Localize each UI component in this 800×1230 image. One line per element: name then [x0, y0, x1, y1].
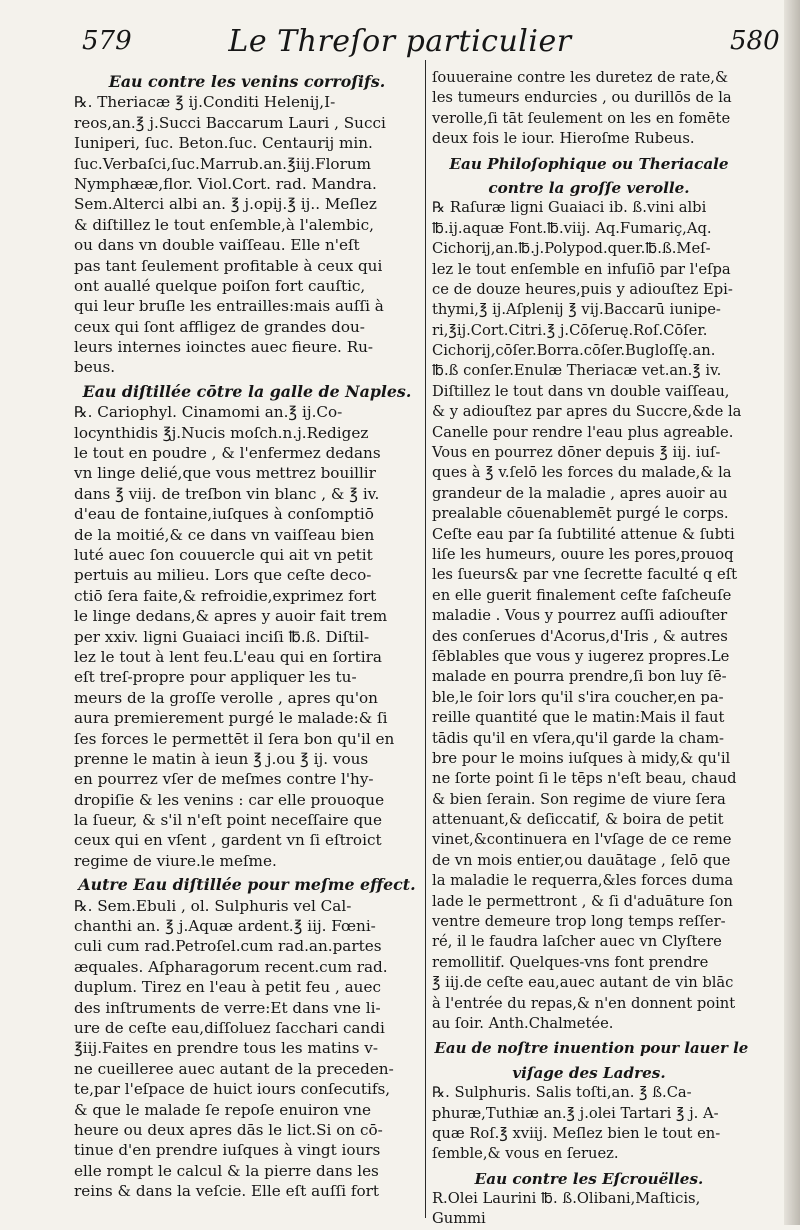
text-line: Canelle pour rendre l'eau plus agreable. — [432, 423, 734, 441]
text-line: la maladie le requerra,&les forces duma — [432, 872, 734, 890]
text-line: ceux qui en vſent , gardent vn ſi eſtroict — [74, 831, 382, 850]
text-line: & que le malade ſe repoſe enuiron vne — [74, 1100, 372, 1119]
text-line: ce de douze heures,puis y adiouſtez Epi- — [432, 280, 733, 298]
text-line: le tout en poudre , & l'enfermez dedans — [74, 444, 381, 463]
text-line: d'eau de fontaine,iuſques à conſomptiō — [74, 505, 374, 524]
book-binding-shadow — [784, 0, 800, 1225]
section-heading: Eau de noſtre inuention pour lauer le — [434, 1039, 749, 1058]
text-line: thymi,℥ ij.Aſplenij ℥ vij.Baccarū iunipe- — [432, 301, 721, 319]
text-line: ont auallé quelque poiſon fort cauſtic, — [74, 276, 366, 295]
text-line: ℞. Theriacæ ℥ ij.Conditi Helenij,I- — [74, 93, 336, 112]
text-line: Sem.Alterci albi an. ℥ j.opij.℥ ij.. Meſlez — [74, 195, 377, 214]
text-line: & diſtillez le tout enſemble,à l'alembic, — [74, 215, 374, 234]
text-line: reille quantité que le matin:Mais il faut — [432, 709, 725, 727]
text-line: Vous en pourrez dōner depuis ℥ iij. iuſ- — [432, 444, 721, 462]
text-line: liſe les humeurs, ouure les pores,prouoq — [432, 545, 734, 563]
text-line: ℞ Raſuræ ligni Guaiaci ib. ß.vini albi — [432, 199, 707, 217]
text-line: æquales. Aſpharagorum recent.cum rad. — [74, 957, 388, 976]
text-line: ℞. Sem.Ebuli , ol. Sulphuris vel Cal- — [74, 896, 352, 915]
text-line: en elle guerit finalement ceſte faſcheuſe — [432, 586, 732, 604]
text-line: ceux qui ſont affligez de grandes dou- — [74, 317, 365, 336]
text-line: ℔.ij.aquæ Font.℔.viij. Aq.Fumariç,Aq. — [432, 219, 712, 237]
text-line: lez le tout à lent feu.L'eau qui en ſortira — [74, 647, 382, 666]
text-line: Gummi — [432, 1210, 486, 1228]
right-text-column — [432, 68, 749, 1228]
text-line: ne cueilleree auec autant de la preceden- — [74, 1059, 394, 1078]
text-line: ℞. Sulphuris. Salis toſti,an. ℥ ß.Ca- — [432, 1084, 692, 1102]
text-line: duplum. Tirez en l'eau à petit feu , auec — [74, 978, 381, 997]
text-line: attenuant,& deſiccatif, & boira de petit — [432, 811, 724, 829]
text-line: ri,℥ij.Cort.Citri.℥ j.Cōſeruę.Roſ.Cōſer. — [432, 321, 708, 339]
text-line: des inſtruments de verre:Et dans vne li- — [74, 998, 381, 1017]
text-line: Nymphææ,flor. Viol.Cort. rad. Mandra. — [74, 174, 377, 193]
text-line: lez le tout enſemble en infuſiō par l'eſpa — [432, 260, 731, 278]
text-line: te,par l'eſpace de huict iours conſecutifs, — [74, 1080, 391, 1099]
text-line: Iuniperi, ſuc. Beton.ſuc. Centaurij min. — [74, 134, 373, 153]
column-divider — [425, 60, 426, 1218]
text-line: deux fois le iour. Hieroſme Rubeus. — [432, 130, 695, 148]
text-line: prealable cōuenablemēt purgé le corps. — [432, 505, 729, 523]
text-line: Cichorij,cōſer.Borra.cōſer.Bugloſſę.an. — [432, 342, 716, 360]
text-line: la ſueur, & s'il n'eſt point neceſſaire que — [74, 811, 382, 830]
section-heading: Eau Philoſophique ou Theriacale — [449, 154, 729, 173]
text-line: les tumeurs endurcies , ou durillōs de la — [432, 89, 732, 107]
text-line: Ceſte eau par ſa ſubtilité attenue & ſubti — [432, 525, 735, 543]
text-line: ſes forces le permettēt il ſera bon qu'il en — [74, 729, 395, 748]
text-line: locynthidis ℥j.Nucis moſch.n.j.Redigez — [74, 423, 369, 442]
text-line: pertuis au milieu. Lors que ceſte deco- — [74, 566, 372, 585]
text-line: ſēblables que vous y iugerez propres.Le — [432, 647, 730, 665]
text-line: luté auec ſon couuercle qui ait vn petit — [74, 545, 373, 564]
text-line: malade en pourra prendre,ſi bon luy ſē- — [432, 668, 727, 686]
section-heading: viſage des Ladres. — [512, 1063, 666, 1082]
text-line: tinue d'en prendre iuſques à vingt iours — [74, 1141, 381, 1160]
text-line: ℞. Cariophyl. Cinamomi an.℥ ij.Co- — [74, 403, 343, 422]
section-heading: contre la groſſe verolle. — [488, 178, 690, 197]
text-line: heure ou deux apres dās le lict.Si on cō- — [74, 1120, 383, 1139]
text-line: regime de viure.le meſme. — [74, 851, 277, 870]
text-line: Diſtillez le tout dans vn double vaiſſeau, — [432, 382, 730, 400]
text-line: tādis qu'il en vſera,qu'il garde la cham- — [432, 729, 724, 747]
text-line: verolle,ſi tāt ſeulement on les en fomēte — [432, 109, 731, 127]
text-line: meurs de la groſſe verolle , apres qu'on — [74, 688, 378, 707]
page-header — [0, 0, 800, 62]
text-line: quæ Roſ.℥ xviij. Meſlez bien le tout en- — [432, 1124, 721, 1142]
text-line: ℥ iij.de ceſte eau,auec autant de vin blāc — [432, 974, 734, 992]
text-line: & bien ſerain. Son regime de viure ſera — [432, 790, 726, 808]
text-line: per xxiv. ligni Guaiaci inciſi ℔.ß. Diſtil- — [74, 627, 370, 646]
text-line: aura premierement purgé le malade:& ſi — [74, 709, 388, 728]
text-line: phuræ,Tuthiæ an.℥ j.olei Tartari ℥ j. A- — [432, 1104, 719, 1122]
text-line: beus. — [74, 358, 116, 377]
text-line: culi cum rad.Petroſel.cum rad.an.partes — [74, 937, 382, 956]
text-line: en pourrez vſer de meſmes contre l'hy- — [74, 770, 374, 789]
text-line: ne ſorte point ſi le tēps n'eſt beau, chaud — [432, 770, 737, 788]
text-line: vn linge delié,que vous mettrez bouillir — [74, 464, 376, 483]
text-line: prenne le matin à ieun ℥ j.ou ℥ ij. vous — [74, 749, 369, 768]
text-line: ré, il le faudra laſcher auec vn Clyſtere — [432, 933, 722, 951]
section-heading: Eau contre les venins corroſifs. — [108, 72, 386, 91]
text-line: dans ℥ viij. de treſbon vin blanc , & ℥ iv. — [74, 484, 380, 503]
right-page-number: 580 — [730, 26, 780, 56]
text-line: R.Olei Laurini ℔. ß.Olibani,Maſticis, — [432, 1190, 701, 1208]
section-heading: Autre Eau diſtillée pour meſme effect. — [78, 875, 416, 895]
text-line: de la moitié,& ce dans vn vaiſſeau bien — [74, 525, 375, 544]
text-line: ctiō ſera faite,& refroidie,exprimez fort — [74, 586, 377, 605]
text-line: à l'entrée du repas,& n'en donnent point — [432, 994, 736, 1012]
text-line: les ſueurs& par vne ſecrette faculté q eſt — [432, 566, 738, 584]
text-line: qui leur bruſle les entrailles:mais auſſi à — [74, 297, 384, 316]
section-heading: Eau contre les Eſcrouëlles. — [474, 1169, 704, 1188]
text-line: Cichorij,an.℔.j.Polypod.quer.℔.ß.Meſ- — [432, 240, 711, 258]
text-line: eſt treſ-propre pour appliquer les tu- — [74, 668, 357, 687]
text-line: ble,le ſoir lors qu'il s'ira coucher,en pa- — [432, 688, 724, 706]
text-line: au ſoir. Anth.Chalmetée. — [432, 1014, 614, 1032]
text-line: ſouueraine contre les duretez de rate,& — [432, 69, 729, 86]
text-line: dropiſie & les venins : car elle prouoque — [74, 790, 385, 809]
text-line: ques à ℥ v.ſelō les forces du malade,& la — [432, 464, 732, 482]
text-line: vinet,&continuera en l'vſage de ce reme — [432, 831, 732, 849]
text-line: ou dans vn double vaiſſeau. Elle n'eſt — [74, 236, 360, 255]
text-line: ure de ceſte eau,diſſoluez ſacchari candi — [74, 1018, 385, 1037]
text-line: maladie . Vous y pourrez auſſi adiouſter — [432, 607, 728, 625]
text-line: le linge dedans,& apres y auoir fait trem — [74, 607, 388, 626]
section-heading: Eau diſtillée cōtre la galle de Naples. — [82, 381, 412, 401]
text-line: pas tant ſeulement profitable à ceux qui — [74, 256, 383, 275]
text-line: remollitif. Quelques-vns font prendre — [432, 953, 709, 971]
text-line: ſemble,& vous en ſeruez. — [432, 1145, 619, 1163]
text-line: lade le permettront , & ſi d'aduāture ſon — [432, 892, 733, 910]
text-line: ℔.ß conſer.Enulæ Theriacæ vet.an.℥ iv. — [432, 362, 722, 380]
left-page-number: 579 — [82, 26, 132, 56]
text-line: elle rompt le calcul & la pierre dans les — [74, 1161, 379, 1180]
text-line: grandeur de la maladie , apres auoir au — [432, 484, 728, 502]
left-text-column — [74, 68, 420, 1218]
text-line: bre pour le moins iuſques à midy,& qu'il — [432, 749, 731, 767]
text-line: chanthi an. ℥ j.Aquæ ardent.℥ iij. Fœni- — [74, 917, 376, 936]
text-line: reos,an.℥ j.Succi Baccarum Lauri , Succi — [74, 113, 386, 132]
text-line: de vn mois entier,ou dauātage , ſelō que — [432, 851, 731, 869]
text-line: leurs internes ioinctes auec fieure. Ru- — [74, 338, 374, 357]
text-line: & y adiouſtez par apres du Succre,&de la — [432, 403, 742, 421]
text-line: reins & dans la veſcie. Elle eſt auſſi fort — [74, 1182, 380, 1201]
text-line: ſuc.Verbaſci,ſuc.Marrub.an.℥iij.Florum — [74, 154, 372, 173]
text-line: ventre demeure trop long temps reſſer- — [432, 913, 726, 931]
text-line: ℥iij.Faites en prendre tous les matins v- — [74, 1039, 378, 1058]
running-title: Le Threſor particulier — [228, 24, 572, 59]
text-line: des conſerues d'Acorus,d'Iris , & autres — [432, 627, 728, 645]
